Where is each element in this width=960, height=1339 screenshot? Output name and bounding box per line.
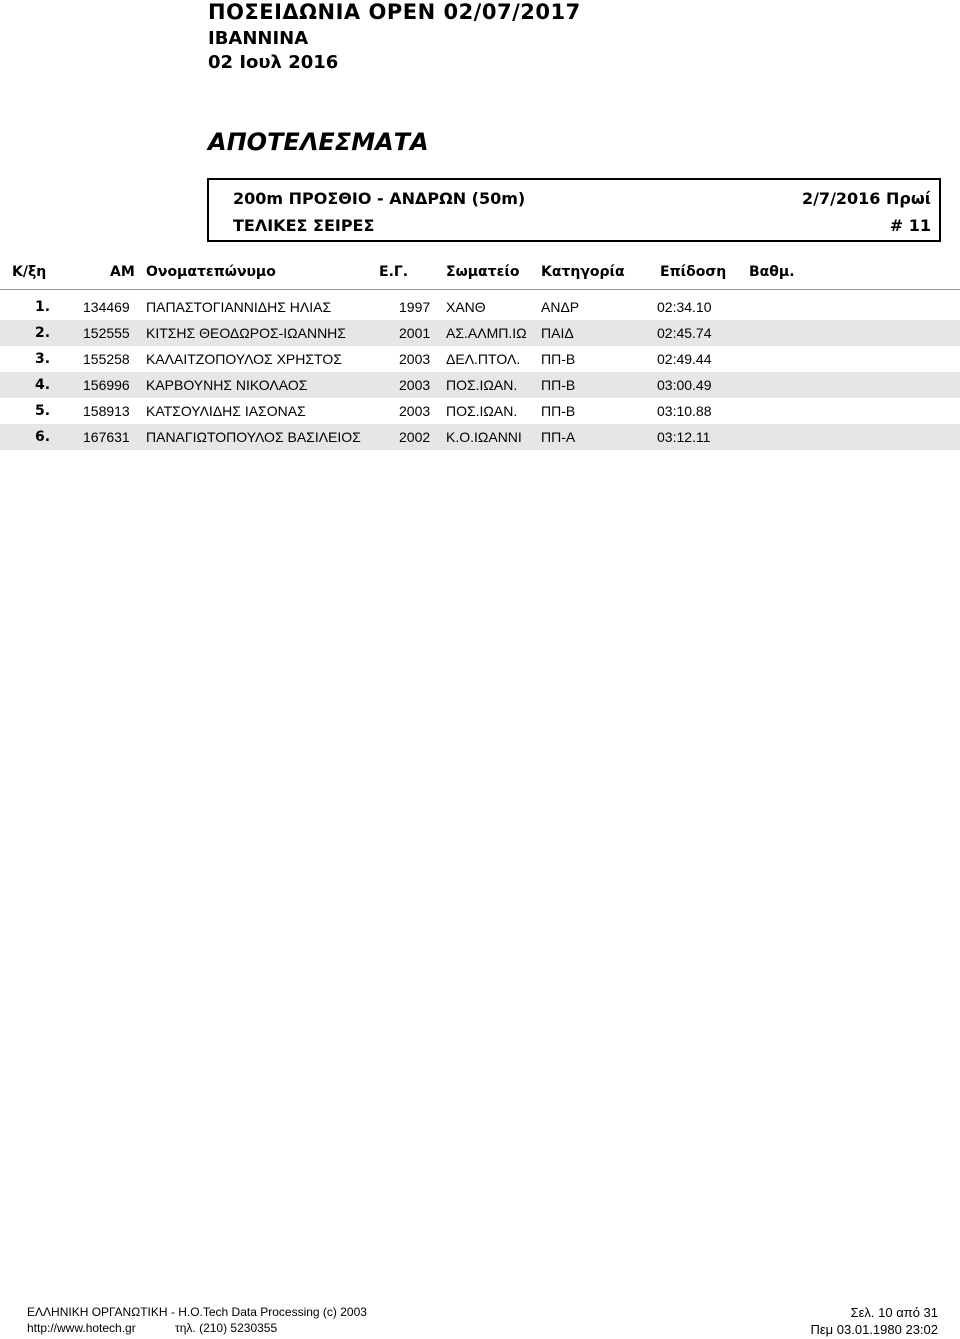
row-name: ΚΑΡΒΟΥΝΗΣ ΝΙΚΟΛΑΟΣ [146, 377, 308, 393]
row-am: 158913 [83, 403, 130, 419]
row-yob: 2003 [399, 403, 431, 419]
row-performance: 02:49.44 [657, 351, 712, 367]
table-row [0, 398, 960, 424]
row-club: ΠΟΣ.ΙΩΑΝ. [446, 377, 518, 393]
event-box [207, 178, 941, 242]
row-club: ΑΣ.ΑΛΜΠ.ΙΩ [446, 325, 527, 341]
row-am: 156996 [83, 377, 130, 393]
row-name: ΚΑΛΑΙΤΖΟΠΟΥΛΟΣ ΧΡΗΣΤΟΣ [146, 351, 342, 367]
row-category: ΠΠ-Β [541, 377, 576, 393]
column-header-am: ΑΜ [110, 264, 135, 280]
results-heading: ΑΠΟΤΕΛΕΣΜΑΤΑ [208, 128, 429, 156]
results-table [0, 294, 960, 450]
column-header-club: Σωματείο [446, 264, 520, 280]
row-name: ΠΑΝΑΓΙΩΤΟΠΟΥΛΟΣ ΒΑΣΙΛΕΙΟΣ [146, 429, 361, 445]
footer-phone: τηλ. (210) 5230355 [175, 1321, 278, 1335]
row-category: ΠΠ-Β [541, 351, 576, 367]
meet-city: ΙΒΑΝΝΙΝΑ [208, 28, 309, 49]
column-header-yob: Ε.Γ. [379, 264, 409, 280]
row-rank: 3. [35, 351, 51, 367]
row-am: 152555 [83, 325, 130, 341]
row-yob: 2002 [399, 429, 431, 445]
event-name: 200m ΠΡΟΣΘΙΟ - ΑΝΔΡΩΝ (50m) [233, 189, 526, 208]
event-session: 2/7/2016 Πρωί [801, 189, 931, 208]
row-category: ΑΝΔΡ [541, 299, 580, 315]
row-club: ΠΟΣ.ΙΩΑΝ. [446, 403, 518, 419]
column-header-category: Κατηγορία [541, 264, 625, 280]
row-am: 134469 [83, 299, 130, 315]
row-name: ΚΙΤΣΗΣ ΘΕΟΔΩΡΟΣ-ΙΩΑΝΝΗΣ [146, 325, 346, 341]
footer-url: http://www.hotech.gr [27, 1321, 136, 1335]
footer-org: ΕΛΛΗΝΙΚΗ ΟΡΓΑΝΩΤΙΚΗ - Η.Ο.Tech Data Processing (c) 2003 [27, 1305, 367, 1319]
row-performance: 03:00.49 [657, 377, 712, 393]
row-category: ΠΠ-Β [541, 403, 576, 419]
table-row [0, 424, 960, 450]
row-performance: 02:34.10 [657, 299, 712, 315]
row-name: ΚΑΤΣΟΥΛΙΔΗΣ ΙΑΣΟΝΑΣ [146, 403, 306, 419]
row-yob: 2003 [399, 377, 431, 393]
table-row [0, 320, 960, 346]
row-performance: 03:10.88 [657, 403, 712, 419]
row-rank: 1. [35, 299, 51, 315]
column-header-performance: Επίδοση [660, 264, 727, 280]
row-yob: 2001 [399, 325, 431, 341]
footer-timestamp: Πεμ 03.01.1980 23:02 [810, 1322, 938, 1337]
meet-date: 02 Ιουλ 2016 [208, 52, 339, 73]
row-club: ΧΑΝΘ [446, 299, 486, 315]
table-row [0, 372, 960, 398]
event-round: ΤΕΛΙΚΕΣ ΣΕΙΡΕΣ [233, 216, 375, 235]
row-am: 155258 [83, 351, 130, 367]
meet-title: ΠΟΣΕΙΔΩΝΙΑ OPEN 02/07/2017 [208, 0, 581, 24]
results-divider [0, 289, 960, 290]
row-performance: 02:45.74 [657, 325, 712, 341]
footer-page: Σελ. 10 από 31 [850, 1305, 938, 1320]
event-number: # 11 [889, 216, 931, 235]
row-name: ΠΑΠΑΣΤΟΓΙΑΝΝΙΔΗΣ ΗΛΙΑΣ [146, 299, 332, 315]
row-club: Κ.Ο.ΙΩΑΝΝΙ [446, 429, 522, 445]
row-club: ΔΕΛ.ΠΤΟΛ. [446, 351, 521, 367]
row-yob: 2003 [399, 351, 431, 367]
row-rank: 2. [35, 325, 51, 341]
row-rank: 5. [35, 403, 51, 419]
row-category: ΠΠ-Α [541, 429, 576, 445]
row-rank: 6. [35, 429, 51, 445]
column-header-name: Ονοματεπώνυμο [146, 264, 276, 280]
row-rank: 4. [35, 377, 51, 393]
table-row [0, 346, 960, 372]
column-header-rank: Κ/ξη [12, 264, 47, 280]
column-header-points: Βαθμ. [749, 264, 795, 280]
row-performance: 03:12.11 [657, 429, 711, 445]
table-row [0, 294, 960, 320]
row-yob: 1997 [399, 299, 431, 315]
row-category: ΠΑΙΔ [541, 325, 574, 341]
row-am: 167631 [83, 429, 130, 445]
